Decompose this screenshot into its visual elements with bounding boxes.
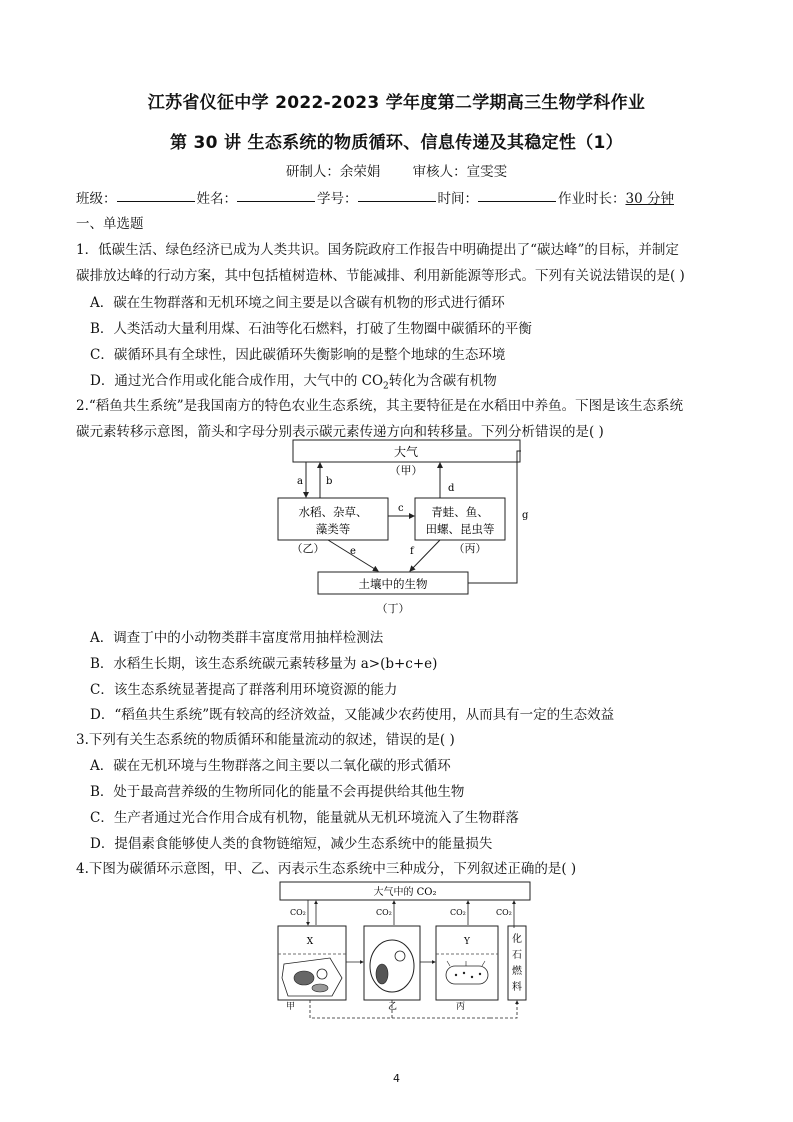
q2-option-d[interactable]: D．“稻鱼共生系统”既有较高的经济效益，又能减少农药使用，从而具有一定的生态效益 [90, 707, 615, 723]
lesson-subtitle: 第 30 讲 生态系统的物质循环、信息传递及其稳定性（1） [170, 133, 623, 153]
label-g: g [522, 510, 529, 521]
section-heading: 一、单选题 [76, 216, 144, 232]
id-field[interactable] [358, 187, 436, 202]
atmosphere-label: 大气 [393, 445, 419, 459]
q1-option-d-post: 转化为含碳有机物 [388, 373, 497, 389]
id-label: 学号： [317, 191, 358, 207]
q3-option-c[interactable]: C．生产者通过光合作用合成有机物，能量就从无机环境流入了生物群落 [90, 810, 519, 826]
student-info-line [76, 187, 721, 207]
label-c: c [398, 503, 404, 514]
class-field[interactable] [117, 187, 195, 202]
q1-option-c[interactable]: C．碳循环具有全球性，因此碳循环失衡影响的是整个地球的生态环境 [90, 347, 506, 363]
reviewer: 审核人：宣雯雯 [412, 164, 508, 180]
fossil-char-4: 料 [512, 982, 522, 993]
producers-label-2: 藻类等 [315, 522, 351, 536]
label-a: a [297, 476, 303, 487]
duration-value: 30 分钟 [625, 191, 674, 207]
name-label: 姓名： [196, 191, 237, 207]
label-e: e [350, 546, 356, 557]
q2-option-a[interactable]: A．调查丁中的小动物类群丰富度常用抽样检测法 [90, 630, 384, 646]
time-label: 时间： [437, 191, 478, 207]
q3-stem: 3.下列有关生态系统的物质循环和能量流动的叙述，错误的是( ) [76, 732, 455, 748]
duration-label: 作业时长： [558, 191, 626, 207]
box-yi [364, 926, 420, 1000]
q1-option-d-sub: 2 [383, 381, 389, 392]
carbon-transfer-diagram [270, 436, 540, 616]
consumers-label-1: 青蛙、鱼、 [431, 505, 489, 519]
tag-yi: 乙 [388, 1002, 398, 1012]
atmosphere-tag: （甲） [389, 464, 423, 477]
fossil-char-1: 化 [512, 934, 522, 945]
arrow-f [410, 540, 440, 571]
label-y: Y [464, 937, 470, 947]
class-label: 班级： [76, 191, 117, 207]
page-number: 4 [393, 1072, 400, 1085]
page-title: 江苏省仪征中学 2022-2023 学年度第二学期高三生物学科作业 [147, 93, 646, 113]
q2-stem-1: 2.“稻鱼共生系统”是我国南方的特色农业生态系统，其主要特征是在水稻田中养鱼。下图是该生态系统 [76, 398, 684, 414]
co2-label-3: CO₂ [450, 908, 466, 917]
consumers-tag: （丙） [453, 542, 487, 555]
name-field[interactable] [237, 187, 315, 202]
label-x: X [306, 937, 314, 947]
q1-option-d-pre: D．通过光合作用或化能合成作用，大气中的 CO [90, 373, 384, 389]
carbon-cycle-diagram [270, 878, 540, 1028]
tag-jia: 甲 [286, 1002, 296, 1012]
consumers-label-2: 田螺、昆虫等 [425, 522, 495, 536]
q1-option-d[interactable] [90, 369, 497, 392]
q1-option-b[interactable]: B．人类活动大量利用煤、石油等化石燃料，打破了生物圈中碳循环的平衡 [90, 321, 532, 337]
label-d: d [448, 483, 455, 494]
q1-option-a[interactable]: A．碳在生物群落和无机环境之间主要是以含碳有机物的形式进行循环 [90, 295, 505, 311]
co2-label-2: CO₂ [376, 908, 392, 917]
soil-tag: （丁） [376, 602, 410, 615]
soil-label: 土壤中的生物 [358, 577, 428, 591]
time-field[interactable] [478, 187, 556, 202]
producers-label-1: 水稻、杂草、 [298, 505, 368, 519]
label-f: f [410, 546, 414, 557]
q1-stem-2: 碳排放达峰的行动方案，其中包括植树造林、节能减排、利用新能源等形式。下列有关说法错误的是( ) [76, 268, 685, 284]
tag-bing: 丙 [456, 1002, 466, 1012]
author: 研制人：余荣娟 [285, 164, 381, 180]
q3-option-b[interactable]: B．处于最高营养级的生物所同化的能量不会再提供给其他生物 [90, 784, 465, 800]
q1-stem-1: 1．低碳生活、绿色经济已成为人类共识。国务院政府工作报告中明确提出了“碳达峰”的目标，并制定 [76, 242, 679, 258]
atmosphere-co2-label: 大气中的 CO₂ [373, 887, 437, 898]
producers-tag: （乙） [291, 542, 325, 555]
co2-label-1: CO₂ [290, 908, 306, 917]
authors-line [0, 160, 793, 180]
co2-label-4: CO₂ [496, 908, 512, 917]
q3-option-d[interactable]: D．提倡素食能够使人类的食物链缩短，减少生态系统中的能量损失 [90, 836, 493, 852]
fossil-char-3: 燃 [512, 966, 522, 977]
q2-option-c[interactable]: C．该生态系统显著提高了群落利用环境资源的能力 [90, 682, 398, 698]
q3-option-a[interactable]: A．碳在无机环境与生物群落之间主要以二氧化碳的形式循环 [90, 758, 451, 774]
label-b: b [326, 476, 333, 487]
q2-option-b[interactable]: B．水稻生长期，该生态系统碳元素转移量为 a>(b+c+e) [90, 656, 438, 672]
q4-stem: 4.下图为碳循环示意图，甲、乙、丙表示生态系统中三种成分，下列叙述正确的是( ) [76, 861, 577, 877]
q2-stem-2: 碳元素转移示意图，箭头和字母分别表示碳元素传递方向和转移量。下列分析错误的是( ) [76, 424, 604, 440]
fossil-char-2: 石 [512, 950, 522, 961]
